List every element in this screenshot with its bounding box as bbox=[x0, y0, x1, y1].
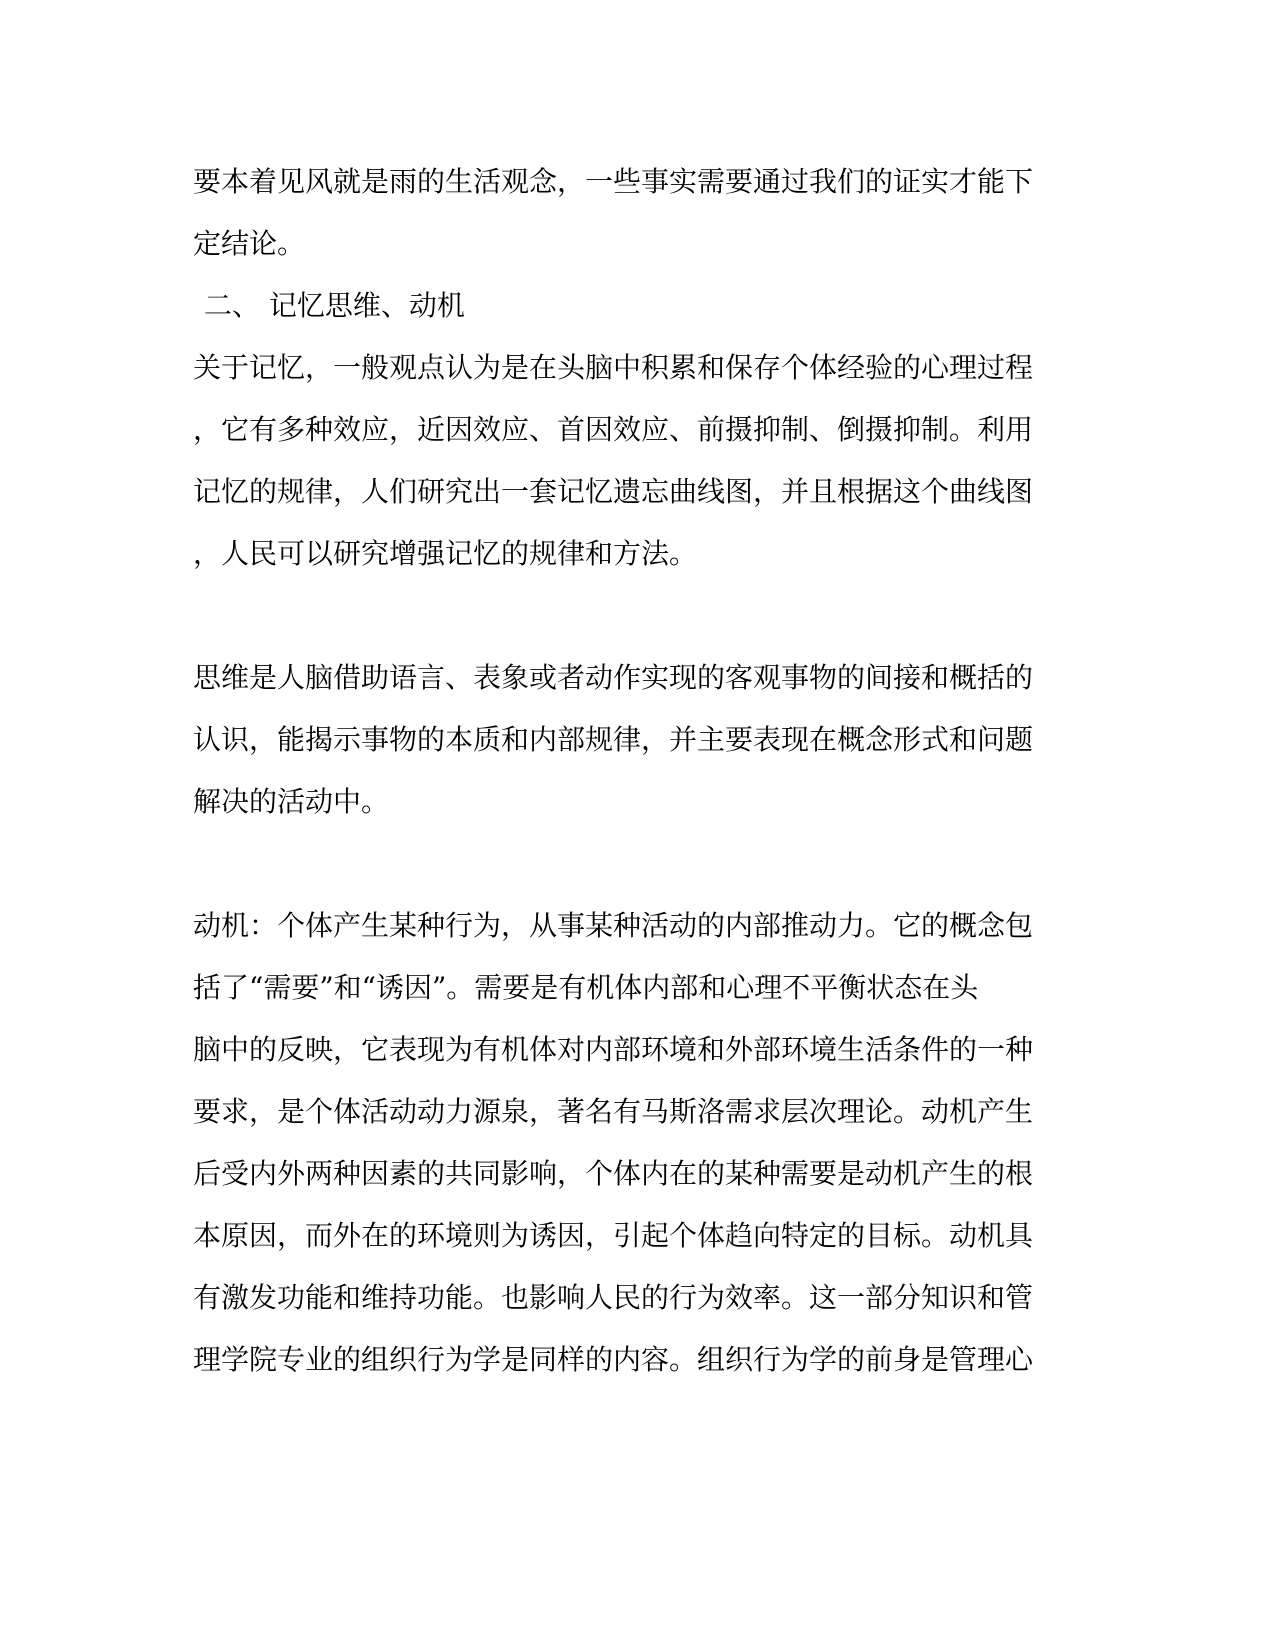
text-line: 思维是人脑借助语言、表象或者动作实现的客观事物的间接和概括的 bbox=[193, 661, 1034, 694]
text-line: 脑中的反映，它表现为有机体对内部环境和外部环境生活条件的一种 bbox=[193, 1033, 1034, 1066]
text-line: 本原因，而外在的环境则为诱因，引起个体趋向特定的目标。动机具 bbox=[193, 1219, 1034, 1252]
text-line: 动机：个体产生某种行为，从事某种活动的内部推动力。它的概念包 bbox=[193, 909, 1034, 942]
text-line: ，它有多种效应，近因效应、首因效应、前摄抑制、倒摄抑制。利用 bbox=[193, 413, 1034, 446]
text-line: 关于记忆，一般观点认为是在头脑中积累和保存个体经验的心理过程 bbox=[193, 351, 1034, 384]
text-line: ，人民可以研究增强记忆的规律和方法。 bbox=[193, 537, 698, 570]
text-line: 记忆的规律，人们研究出一套记忆遗忘曲线图，并且根据这个曲线图 bbox=[193, 475, 1034, 508]
text-line: 解决的活动中。 bbox=[193, 785, 390, 818]
text-line: 括了“需要”和“诱因”。需要是有机体内部和心理不平衡状态在头 bbox=[193, 971, 979, 1004]
text-line: 有激发功能和维持功能。也影响人民的行为效率。这一部分知识和管 bbox=[193, 1281, 1034, 1314]
text-line: 后受内外两种因素的共同影响，个体内在的某种需要是动机产生的根 bbox=[193, 1157, 1034, 1190]
text-line: 要本着见风就是雨的生活观念，一些事实需要通过我们的证实才能下 bbox=[193, 165, 1034, 198]
section-heading: 二、 记忆思维、动机 bbox=[204, 289, 465, 322]
text-line: 认识，能揭示事物的本质和内部规律，并主要表现在概念形式和问题 bbox=[193, 723, 1034, 756]
text-line: 要求，是个体活动动力源泉，著名有马斯洛需求层次理论。动机产生 bbox=[193, 1095, 1034, 1128]
text-line: 理学院专业的组织行为学是同样的内容。组织行为学的前身是管理心 bbox=[193, 1343, 1034, 1376]
text-line: 定结论。 bbox=[193, 227, 306, 260]
